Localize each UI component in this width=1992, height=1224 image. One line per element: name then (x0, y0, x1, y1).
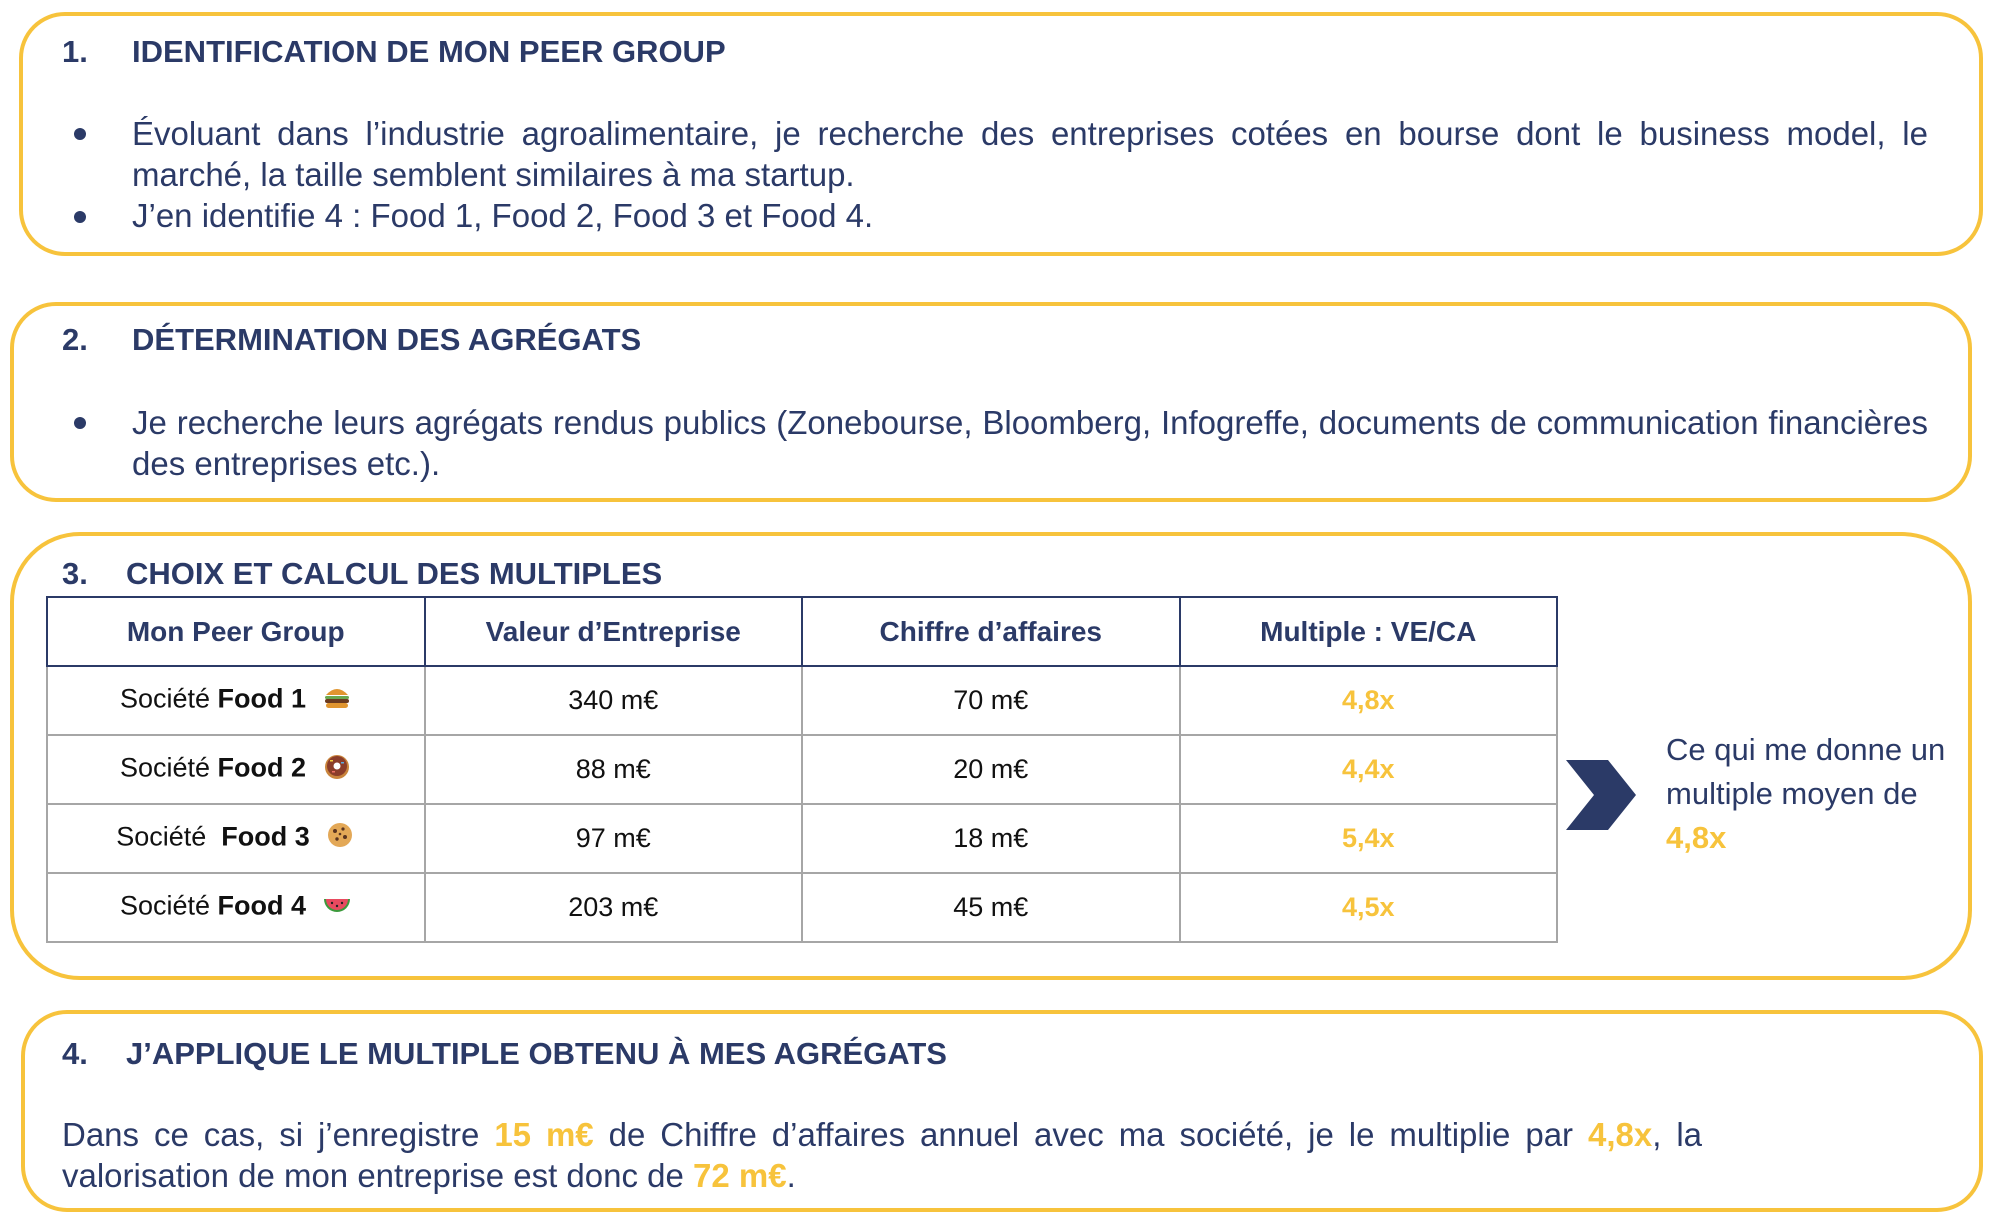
header-enterprise-value: Valeur d’Entreprise (425, 597, 803, 666)
burger-icon (322, 682, 352, 719)
revenue-cell: 45 m€ (802, 873, 1180, 942)
average-multiple-value: 4,8x (1666, 820, 1727, 855)
revenue-value: 15 m€ (494, 1116, 594, 1153)
section-1-title: IDENTIFICATION DE MON PEER GROUP (132, 34, 726, 69)
company-prefix: Société (119, 890, 211, 921)
enterprise-value-cell: 203 m€ (425, 873, 803, 942)
section-4-paragraph (62, 1114, 1702, 1196)
section-2-bullet-1: Je recherche leurs agrégats rendus publics (Zonebourse, Bloomberg, Infogreffe, documents de communication financières des entreprises etc.). (132, 404, 1928, 482)
bullet-icon (74, 128, 86, 140)
multiple-value: 4,8x (1587, 1116, 1653, 1153)
section-3-number: 3. (62, 556, 88, 591)
header-revenue: Chiffre d’affaires (802, 597, 1180, 666)
section-2-number: 2. (62, 322, 88, 357)
company-cell (47, 666, 425, 735)
table-row (47, 873, 1557, 942)
table-row (47, 804, 1557, 873)
company-name: Food 3 (221, 821, 310, 852)
company-cell (47, 804, 425, 873)
section-1-number: 1. (62, 34, 88, 69)
company-name: Food 2 (217, 752, 307, 783)
section-4-text-2: de Chiffre d’affaires annuel avec ma société, je le multiplie par (608, 1116, 1574, 1153)
multiple-cell: 4,8x (1180, 666, 1558, 735)
enterprise-value-cell: 88 m€ (425, 735, 803, 804)
company-cell (47, 873, 425, 942)
average-multiple-text (1666, 728, 1976, 860)
section-4-text-3: , la valorisation de mon entreprise est donc de (62, 1116, 1703, 1194)
multiple-cell: 5,4x (1180, 804, 1558, 873)
company-name: Food 1 (217, 683, 307, 714)
revenue-cell: 18 m€ (802, 804, 1180, 873)
company-prefix: Société (119, 752, 211, 783)
enterprise-value-cell: 97 m€ (425, 804, 803, 873)
section-4-number: 4. (62, 1036, 88, 1071)
chevron-right-icon (1564, 758, 1638, 837)
section-4-title: J’APPLIQUE LE MULTIPLE OBTENU À MES AGRÉGATS (126, 1036, 947, 1071)
section-1-bullet-1: Évoluant dans l’industrie agroalimentaire, je recherche des entreprises cotées en bourse dont le business model, le marché, la taille semblent similaires à ma startup. (132, 115, 1928, 193)
header-peer-group: Mon Peer Group (47, 597, 425, 666)
section-4-text-1: Dans ce cas, si j’enregistre (62, 1116, 480, 1153)
multiple-cell: 4,5x (1180, 873, 1558, 942)
section-2-title: DÉTERMINATION DES AGRÉGATS (132, 322, 642, 357)
section-3-title: CHOIX ET CALCUL DES MULTIPLES (126, 556, 663, 591)
section-4-text-4: . (786, 1157, 796, 1194)
watermelon-icon (322, 889, 352, 926)
bullet-icon (74, 211, 86, 223)
valuation-value: 72 m€ (693, 1157, 787, 1194)
cookie-icon (325, 820, 355, 857)
peer-group-table (46, 596, 1558, 943)
multiple-cell: 4,4x (1180, 735, 1558, 804)
donut-icon (322, 751, 352, 788)
revenue-cell: 20 m€ (802, 735, 1180, 804)
table-row (47, 666, 1557, 735)
table-row (47, 735, 1557, 804)
company-prefix: Société (116, 821, 207, 852)
enterprise-value-cell: 340 m€ (425, 666, 803, 735)
header-multiple: Multiple : VE/CA (1180, 597, 1558, 666)
company-name: Food 4 (217, 890, 307, 921)
bullet-icon (74, 417, 86, 429)
revenue-cell: 70 m€ (802, 666, 1180, 735)
section-1-bullet-2: J’en identifie 4 : Food 1, Food 2, Food 3 et Food 4. (132, 197, 874, 234)
table-header-row (47, 597, 1557, 666)
company-cell (47, 735, 425, 804)
average-multiple-label: Ce qui me donne un multiple moyen de (1666, 732, 1946, 811)
company-prefix: Société (119, 683, 211, 714)
